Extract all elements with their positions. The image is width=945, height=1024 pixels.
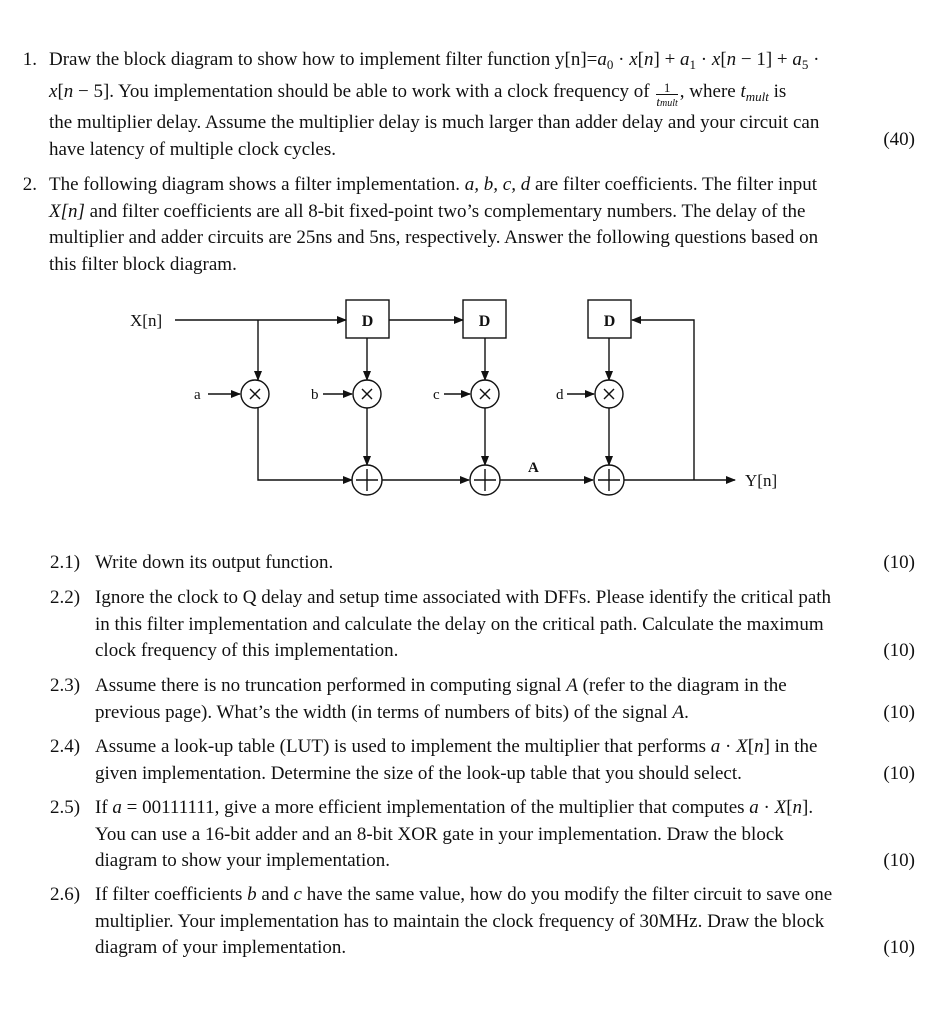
coef-label-d: d [556, 387, 564, 403]
delay-label-1: D [361, 313, 374, 330]
q1-line-3: the multiplier delay. Assume the multiplier delay is much larger than adder delay and your circuit can [49, 112, 820, 133]
filter-block-diagram [0, 290, 945, 520]
delay-label-3: D [603, 313, 616, 330]
q2-line-1: The following diagram shows a filter implementation. a, b, c, d are filter coefficients. The filter input [49, 174, 818, 195]
product-wire-a [258, 408, 352, 480]
q1-line-4: have latency of multiple clock cycles. [49, 138, 336, 160]
question-number: 1. [22, 49, 37, 70]
q2-line-3: multiplier and adder circuits are 25ns and 5ns, respectively. Answer the following questions based on [49, 227, 819, 248]
question-number: 2. [22, 174, 37, 195]
q1-line-2: x[n − 5]. You implementation should be able to work with a clock frequency of $\frac{1}{\text{tmult}}$ , where $t_{mult}$ is [49, 79, 787, 109]
q1-line-1: Draw the block diagram to show how to implement filter function $y[n]=a_0 \cdot x[n] + a_1 \cdot x[n - 1] + a_5$ · [49, 49, 820, 72]
question-text [49, 47, 915, 163]
q2-line-2: X[n] and filter coefficients are all 8-bit fixed-point two’s complementary numbers. The delay of the [49, 200, 806, 222]
coef-label-a: a [194, 387, 201, 403]
feedback-wire [632, 320, 694, 480]
input-label: X[n] [130, 311, 163, 330]
question-text [49, 172, 915, 278]
coef-label-b: b [311, 387, 319, 403]
coef-label-c: c [433, 387, 440, 403]
points: (40) [883, 128, 915, 150]
delay-label-2: D [478, 313, 491, 330]
output-label: Y[n] [745, 471, 778, 490]
signal-A-label: A [528, 460, 539, 476]
q2-line-4: this filter block diagram. [49, 253, 237, 275]
clock-fraction: $\frac{1}{\text{tmult}}$ [656, 79, 678, 109]
